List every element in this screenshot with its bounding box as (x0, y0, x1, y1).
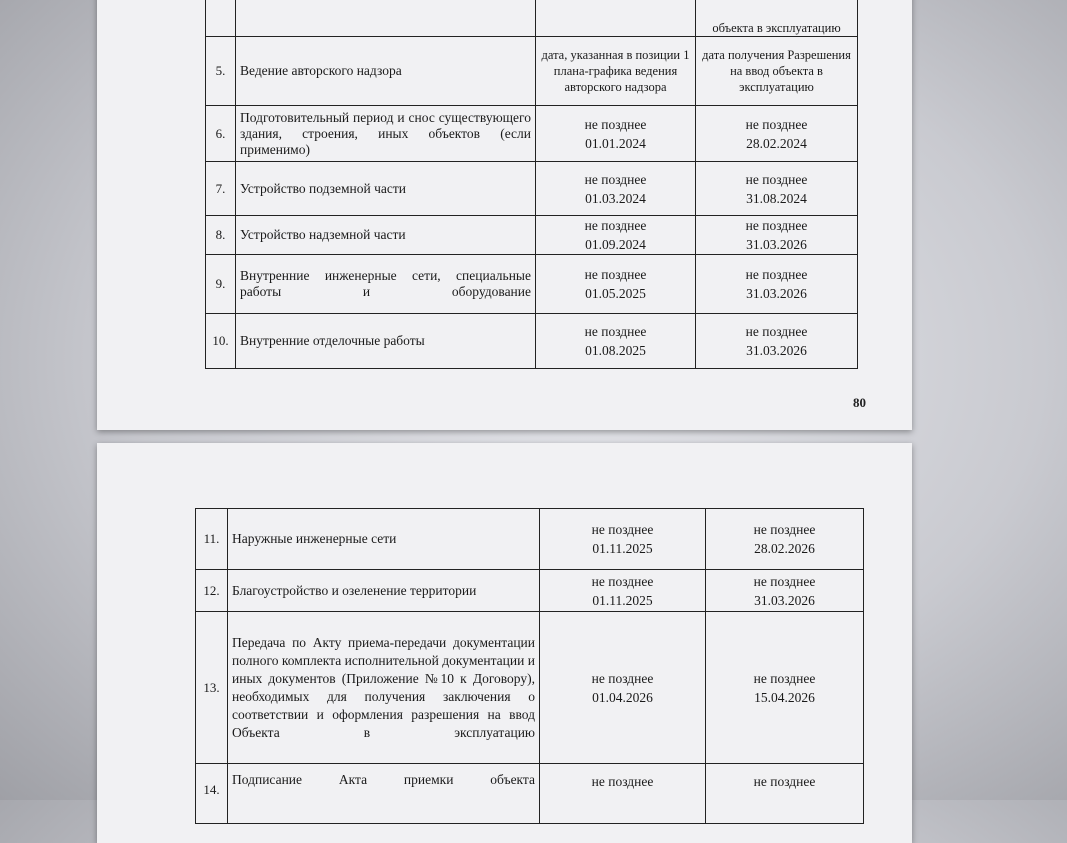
work-name-cell: Наружные инженерные сети (228, 509, 540, 570)
date-prefix: не позднее (584, 116, 647, 132)
date-value: 01.03.2024 (585, 190, 646, 206)
start-date-cell (536, 314, 696, 369)
date-value: 15.04.2026 (754, 689, 815, 705)
date-value: 01.11.2025 (592, 541, 653, 556)
work-name-cell: Устройство подземной части (236, 162, 536, 216)
date-value: 01.04.2026 (592, 689, 653, 705)
date-prefix: не позднее (745, 116, 808, 132)
table-row (196, 570, 864, 612)
end-date-cell (706, 509, 864, 570)
table-row (196, 764, 864, 824)
row-number-cell: 7. (206, 162, 236, 216)
start-date-cell (540, 612, 706, 764)
end-date-cell (696, 0, 858, 37)
start-date-cell (540, 764, 706, 824)
date-value: 31.03.2026 (754, 592, 815, 608)
row-number-cell: 10. (206, 314, 236, 369)
date-value: 31.03.2026 (746, 237, 807, 252)
table-row (206, 162, 858, 216)
date-value: 28.02.2026 (754, 541, 815, 556)
work-name-cell: Устройство надземной части (236, 216, 536, 255)
work-name-cell: Внутренние инженерные сети, специальные работы и оборудование (236, 255, 536, 314)
end-date-cell (696, 162, 858, 216)
table-row (206, 255, 858, 314)
row-number-cell: 8. (206, 216, 236, 255)
date-value: 01.09.2024 (585, 237, 646, 252)
date-value: 01.08.2025 (585, 343, 646, 358)
date-value: 31.03.2026 (746, 286, 807, 301)
end-date-cell (706, 764, 864, 824)
work-name-cell (236, 0, 536, 37)
end-date-cell (706, 570, 864, 612)
row-number-cell: 6. (206, 106, 236, 162)
date-prefix: не позднее (584, 171, 647, 187)
row-number-cell: 14. (196, 764, 228, 824)
date-prefix: не позднее (753, 522, 816, 537)
date-prefix: не позднее (745, 267, 808, 282)
start-date-cell (536, 255, 696, 314)
date-value: 01.11.2025 (592, 592, 653, 608)
table-row (206, 0, 858, 37)
date-prefix: не позднее (591, 522, 654, 537)
date-prefix: не позднее (753, 670, 816, 686)
date-prefix: не позднее (591, 573, 654, 589)
table-row (206, 216, 858, 255)
date-prefix: не позднее (584, 267, 647, 282)
date-prefix: не позднее (753, 573, 816, 589)
document-page-80 (97, 0, 912, 430)
row-number-cell: 9. (206, 255, 236, 314)
start-date-cell (536, 0, 696, 37)
table-row (206, 314, 858, 369)
table-row (196, 509, 864, 570)
date-value: 31.03.2026 (746, 343, 807, 358)
schedule-table-page-81 (195, 508, 864, 824)
end-date-cell (696, 255, 858, 314)
date-value: 28.02.2024 (746, 135, 807, 151)
end-date-cell (696, 106, 858, 162)
start-date-cell (536, 106, 696, 162)
row-number-cell: 13. (196, 612, 228, 764)
start-date-cell (536, 216, 696, 255)
row-number-cell (206, 0, 236, 37)
work-name-cell: Ведение авторского надзора (236, 37, 536, 106)
work-name-cell: Внутренние отделочные работы (236, 314, 536, 369)
end-date-text: объекта в эксплуатацию (712, 21, 841, 35)
end-date-cell: дата получения Разрешения на ввод объекта в эксплуатацию (696, 37, 858, 106)
work-name-cell: Благоустройство и озеленение территории (228, 570, 540, 612)
table-row (206, 106, 858, 162)
document-page-81 (97, 443, 912, 843)
date-value: 01.05.2025 (585, 286, 646, 301)
start-date-cell: дата, указанная в позиции 1 плана-графика ведения авторского надзора (536, 37, 696, 106)
date-prefix: не позднее (745, 218, 808, 233)
row-number-cell: 5. (206, 37, 236, 106)
end-date-cell (696, 216, 858, 255)
row-number-cell: 11. (196, 509, 228, 570)
date-prefix: не позднее (745, 171, 808, 187)
start-date-cell (540, 509, 706, 570)
date-prefix: не позднее (591, 670, 654, 686)
date-value: 31.08.2024 (746, 190, 807, 206)
schedule-table-page-80 (205, 0, 858, 369)
date-prefix: не позднее (753, 774, 816, 789)
table-row (206, 37, 858, 106)
date-prefix: не позднее (745, 324, 808, 339)
date-prefix: не позднее (584, 324, 647, 339)
date-value: 01.01.2024 (585, 135, 646, 151)
work-name-cell: Передача по Акту приема-передачи документации полного комплекта исполнительной документации и иных документов (Приложение №10 к Договору), необходимых для получения заключения о соответствии и оформления разрешения на ввод Объекта в эксплуатацию (228, 612, 540, 764)
start-date-cell (536, 162, 696, 216)
end-date-cell (696, 314, 858, 369)
page-number: 80 (853, 395, 866, 410)
end-date-cell (706, 612, 864, 764)
table-row (196, 612, 864, 764)
date-prefix: не позднее (584, 218, 647, 233)
work-name-cell: Подготовительный период и снос существующего здания, строения, иных объектов (если применимо) (236, 106, 536, 162)
work-name-cell: Подписание Акта приемки объекта (228, 764, 540, 824)
row-number-cell: 12. (196, 570, 228, 612)
date-prefix: не позднее (591, 774, 654, 789)
start-date-cell (540, 570, 706, 612)
